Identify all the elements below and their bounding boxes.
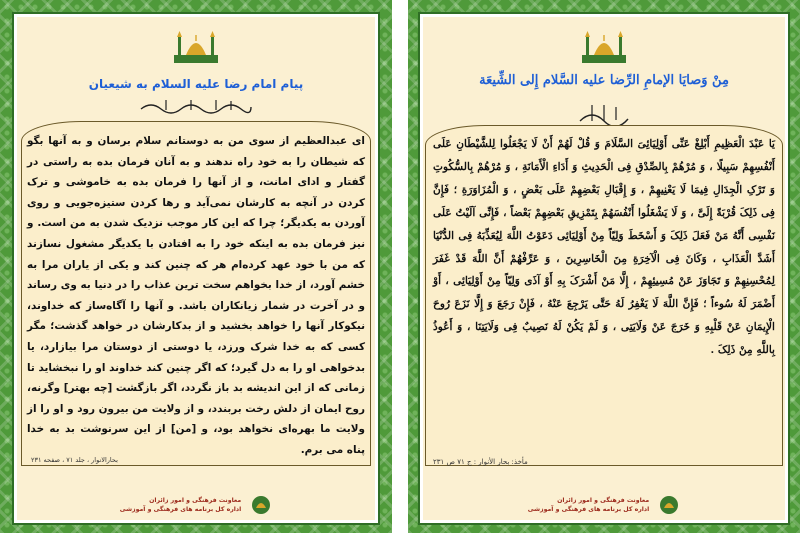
basmala-calligraphy — [136, 97, 256, 115]
panel-persian — [0, 0, 392, 533]
page-title: پیام امام رضا علیه السلام به شیعیان — [88, 77, 304, 91]
shrine-logo-icon — [574, 21, 634, 71]
footer-line-1: معاونت فرهنگی و امور زائران — [149, 497, 242, 504]
footer-emblem-icon — [658, 494, 680, 516]
footer — [17, 494, 375, 516]
shrine-logo-icon — [166, 21, 226, 71]
panel-arabic — [408, 0, 800, 533]
basmala-calligraphy — [574, 101, 634, 127]
document-frame — [14, 14, 378, 523]
footer-line-2: اداره کل برنامه های فرهنگی و آموزشی — [527, 506, 650, 513]
source-citation: مأخذ: بحار الأنوار : ج ۷۱ ص ۲۳۱ — [433, 458, 528, 466]
footer-text — [528, 496, 650, 514]
footer-emblem-icon — [250, 494, 272, 516]
hadith-translation: ای عبدالعظیم از سوی من به دوستانم سلام برسان و به آنها بگو که شیطان را به خود راه ندهند و به آنان فرمان بده به راستی در گفتار و ادای امانت، و از آنها را فرمان بده به خاموشی و ترک کردن در آنچه به کارشان نمی‌آید و رها کردن ستیزه‌جویی و روی آوردن به یکدیگر؛ چرا که این کار موجب نزدیک شدن به من است. و نیز فرمان بده به اینکه خود را به افتادن با یکدیگر مشغول نسازند که من با خود عهد کرده‌ام هر که چنین کند و یکی از یاران مرا به خشم آورد، از خدا بخواهم سخت ترین عذاب را در دنیا به وی رساند و در آخرت در شمار زیانکاران باشد. و آنها را آگاه‌ساز که خداوند، نیکوکار آنها را خواهد بخشید و از بدکارشان در خواهد گذشت؛ مگر کسی که به خدا شرک ورزد، یا دوستی از دوستان مرا بیازارد، یا بدخواهی او را به دل گیرد؛ که اگر چنین کند خداوند او را نبخشاید تا زمانی که از این اندیشه بد باز نگردد، اگر بازگشت [چه بهتر] وگرنه، روح ایمان از دلش رخت بربندد، و از ولایت من بیرون رود و او را از ولایت ما بهره‌ای نخواهد بود، و [من] از این سرنوشت بد به خدا پناه می برم. — [27, 135, 365, 456]
footer-text — [120, 496, 242, 514]
page-title: مِنْ وَصایَا الإمامِ الرِّضا علیه السَّلام إِلی الشِّیعَة — [479, 73, 729, 88]
footer-line-1: معاونت فرهنگی و امور زائران — [557, 497, 650, 504]
footer — [423, 494, 785, 516]
footer-line-2: اداره کل برنامه های فرهنگی و آموزشی — [119, 506, 242, 513]
source-citation: بحارالانوار ، جلد ۷۱ ، صفحه ۲۳۱ — [31, 456, 118, 464]
document-frame — [420, 14, 788, 523]
hadith-arabic: یَا عَبْدَ الْعَظِیمِ أَبْلِغْ عَنِّی أَوْلِیَائِیَ السَّلَامَ وَ قُلْ لَهُمْ أَنْ لَا یَجْعَلُوا لِلشَّیْطَانِ عَلَى أَنْفُسِهِمْ سَبِیلًا ، وَ مُرْهُمْ بِالصِّدْقِ فِی الْحَدِیثِ وَ أَدَاءِ الْأَمَانَةِ ، وَ مُرْهُمْ بِالسُّکُوتِ وَ تَرْکِ الْجِدَالِ فِیمَا لَا یَعْنِیهِمْ ، وَ إِقْبَالِ بَعْضِهِمْ عَلَى بَعْضٍ ، وَ الْمُزَاوَرَةِ ؛ فَإِنَّ فِی ذَلِکَ قُرْبَةً إِلَیَّ ، وَ لَا یَشْغَلُوا أَنْفُسَهُمْ بِتَمْزِیقِ بَعْضِهِمْ بَعْضاً ، فَإِنِّی آلَیْتُ عَلَى نَفْسِی أَنَّهُ مَنْ فَعَلَ ذَلِکَ وَ أَسْخَطَ وَلِیّاً مِنْ أَوْلِیَائِی دَعَوْتُ اللَّهَ لِیُعَذِّبَهُ فِی الدُّنْیَا أَشَدَّ الْعَذَابِ ، وَکَانَ فِی الْآخِرَةِ مِنَ الْخَاسِرِینَ ، وَ عَرِّفْهُمْ أَنَّ اللَّهَ قَدْ غَفَرَ لِمُحْسِنِهِمْ وَ تَجَاوَزَ عَنْ مُسِیئِهِمْ ، إِلَّا مَنْ أَشْرَکَ بِهِ أَوْ آذَى وَلِیّاً مِنْ أَوْلِیَائِی ، أَوْ أَضْمَرَ لَهُ سُوءاً ؛ فَإِنَّ اللَّهَ لَا یَغْفِرُ لَهُ حَتَّى یَرْجِعَ عَنْهُ ، فَإِنْ رَجَعَ وَ إِلَّا نَزَعَ رُوحَ الْإِیمَانِ عَنْ قَلْبِهِ وَ خَرَجَ عَنْ وَلَایَتِی ، وَ لَمْ یَکُنْ لَهُ نَصِیبٌ فِی وَلَایَتِنَا ، وَ أَعُوذُ بِاللَّهِ مِنْ ذَلِکَ . — [433, 138, 775, 357]
